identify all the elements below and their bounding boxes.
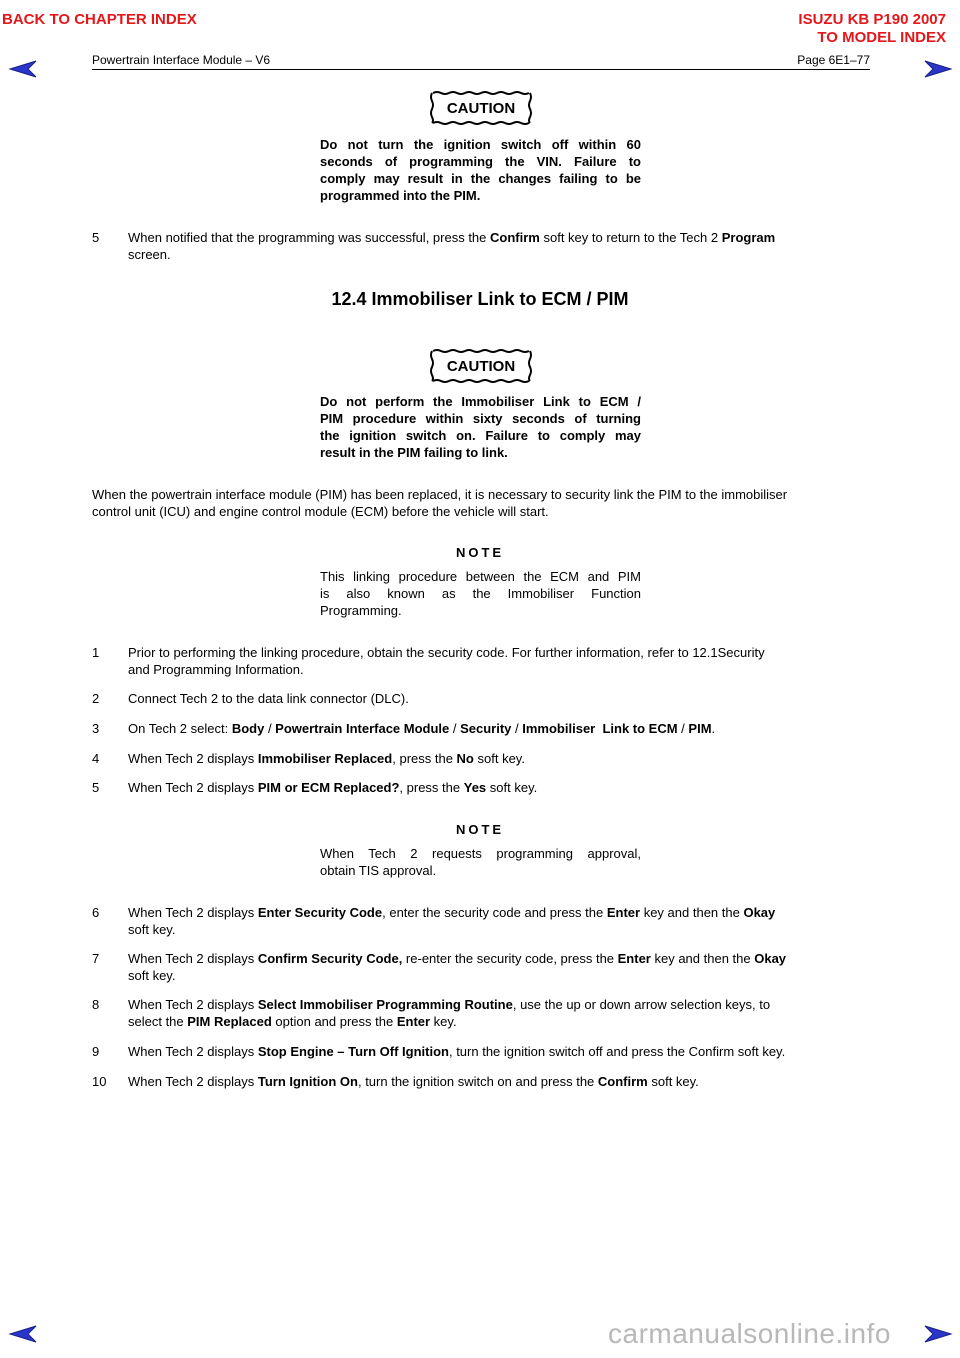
- list-item: 3 On Tech 2 select: Body / Powertrain Interface Module / Security / Immobiliser Link to ECM / PIM.: [92, 721, 716, 736]
- header-rule: [92, 69, 870, 70]
- list-item: 10 When Tech 2 displays Turn Ignition On, turn the ignition switch on and press the Confirm soft key.: [92, 1074, 699, 1089]
- list-item: 1 Prior to performing the linking procedure, obtain the security code. For further information, refer to 12.1Security and Programming Information.: [92, 645, 765, 677]
- left-arrow-icon[interactable]: [8, 1324, 40, 1349]
- caution-text: Do not turn the ignition switch off within 60 seconds of programming the VIN. Failure to comply may result in the changes failing to be programmed into the PIM.: [320, 137, 641, 203]
- model-title-link[interactable]: ISUZU KB P190 2007: [798, 11, 946, 28]
- caution-text: Do not perform the Immobiliser Link to ECM / PIM procedure within sixty seconds of turning the ignition switch on. Failure to comply may result in the PIM failing to link.: [320, 394, 641, 460]
- right-arrow-icon[interactable]: [921, 59, 953, 84]
- list-item: 2 Connect Tech 2 to the data link connector (DLC).: [92, 691, 409, 706]
- left-arrow-icon[interactable]: [8, 59, 40, 84]
- list-item: 4 When Tech 2 displays Immobiliser Replaced, press the No soft key.: [92, 751, 525, 766]
- list-item: 5 When Tech 2 displays PIM or ECM Replaced?, press the Yes soft key.: [92, 780, 538, 795]
- list-item: 5 When notified that the programming was successful, press the Confirm soft key to return to the Tech 2 Program screen.: [92, 230, 776, 262]
- back-to-chapter-index-link[interactable]: BACK TO CHAPTER INDEX: [2, 11, 197, 28]
- note-label: NOTE: [455, 545, 505, 560]
- note-label: NOTE: [455, 822, 505, 837]
- caution-label: CAUTION: [446, 100, 516, 117]
- header-title: Powertrain Interface Module – V6: [92, 53, 271, 67]
- caution-badge: [429, 90, 533, 126]
- note-text: This linking procedure between the ECM and PIM is also known as the Immobiliser Function Programming.: [320, 569, 641, 618]
- caution-label: CAUTION: [446, 358, 516, 375]
- caution-badge: [429, 348, 533, 384]
- to-model-index-link[interactable]: TO MODEL INDEX: [817, 29, 946, 46]
- watermark: carmanualsonline.info: [608, 1318, 891, 1349]
- note-text: When Tech 2 requests programming approval, obtain TIS approval.: [320, 846, 641, 878]
- list-item: 9 When Tech 2 displays Stop Engine – Turn Off Ignition, turn the ignition switch off and press the Confirm soft key.: [92, 1044, 786, 1059]
- list-item: 8 When Tech 2 displays Select Immobiliser Programming Routine, use the up or down arrow selection keys, to select the PIM Replaced option and press the Enter key.: [92, 997, 771, 1029]
- intro-paragraph: When the powertrain interface module (PIM) has been replaced, it is necessary to security link the PIM to the immobiliser control unit (ICU) and engine control module (ECM) before the vehicle will start.: [92, 487, 788, 519]
- page-number: Page 6E1–77: [797, 53, 870, 67]
- right-arrow-icon[interactable]: [921, 1324, 953, 1349]
- section-heading: 12.4 Immobiliser Link to ECM / PIM: [331, 289, 629, 309]
- list-item: 7 When Tech 2 displays Confirm Security Code, re-enter the security code, press the Enter key and then the Okay soft key.: [92, 951, 787, 983]
- list-item: 6 When Tech 2 displays Enter Security Code, enter the security code and press the Enter key and then the Okay soft key.: [92, 905, 776, 937]
